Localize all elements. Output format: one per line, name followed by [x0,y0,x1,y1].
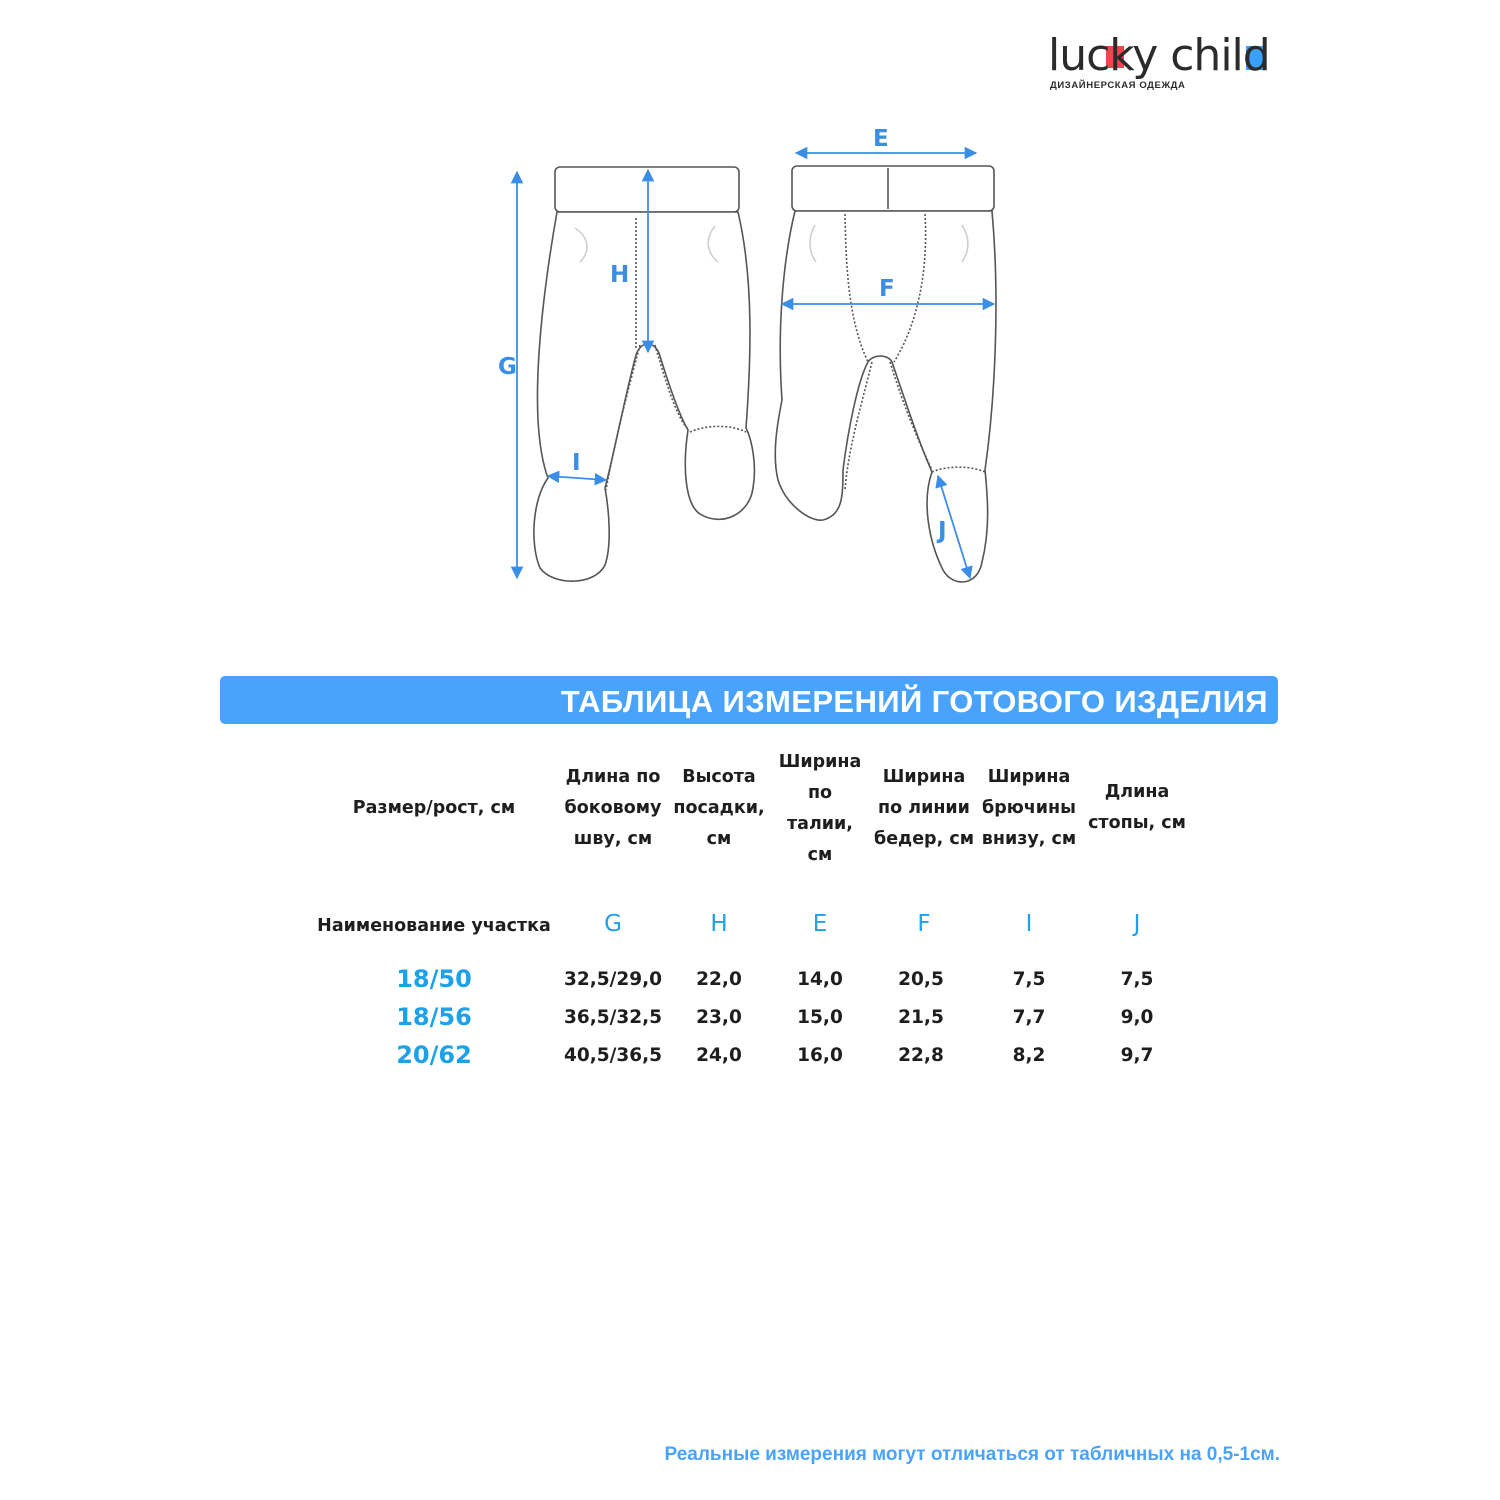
label-e: E [873,126,889,152]
label-g: G [498,354,517,380]
back-waistband [792,166,994,211]
code-j: J [1133,911,1141,937]
measurement-disclaimer: Реальные измерения могут отличаться от табличных на 0,5-1см. [664,1444,1280,1465]
header-foot-length: Длина стопы, см [1088,782,1186,833]
header-waist-width: Ширина по талии, см [778,752,862,865]
code-i: I [1025,911,1033,937]
label-f: F [879,276,895,302]
value-h: 24,0 [696,1045,742,1066]
code-f: F [917,911,931,937]
value-j: 9,0 [1120,1007,1154,1028]
value-f: 20,5 [898,969,944,990]
back-view [775,166,996,582]
value-i: 7,7 [1012,1007,1046,1028]
header-rise-height: Высота посадки, см [673,767,765,849]
value-f: 21,5 [898,1007,944,1028]
front-waistband [555,167,739,212]
logo-tagline: ДИЗАЙНЕРСКАЯ ОДЕЖДА [1050,80,1186,91]
label-j: J [938,518,947,544]
front-view [534,167,755,581]
back-outline [775,211,996,582]
brand-logo [1048,30,1288,92]
header-side-seam-length: Длина по боковому шву, см [564,767,662,849]
label-i: I [572,450,581,476]
header-size: Размер/рост, см [352,798,516,818]
value-e: 16,0 [797,1045,843,1066]
row-size: 18/50 [396,965,472,993]
value-e: 14,0 [797,969,843,990]
value-h: 23,0 [696,1007,742,1028]
value-e: 15,0 [797,1007,843,1028]
table-banner [220,676,1278,724]
value-j: 9,7 [1120,1045,1154,1066]
logo-text: lucky child [1048,30,1270,81]
front-outline [534,212,755,581]
code-row-label: Наименование участка [317,916,551,936]
header-hip-width: Ширина по линии бедер, см [873,767,975,849]
value-g: 32,5/29,0 [563,969,663,990]
header-leg-opening-width: Ширина брючины внизу, см [981,767,1077,849]
row-size: 20/62 [396,1041,472,1069]
value-i: 7,5 [1012,969,1046,990]
row-size: 18/56 [396,1003,472,1031]
value-g: 40,5/36,5 [563,1045,663,1066]
value-g: 36,5/32,5 [563,1007,663,1028]
label-h: H [610,262,630,288]
code-e: E [812,911,828,937]
value-j: 7,5 [1120,969,1154,990]
table-title: ТАБЛИЦА ИЗМЕРЕНИЙ ГОТОВОГО ИЗДЕЛИЯ [560,684,1268,719]
value-h: 22,0 [696,969,742,990]
value-i: 8,2 [1012,1045,1046,1066]
code-h: H [710,911,728,937]
garment-diagram [480,110,1040,600]
value-f: 22,8 [898,1045,944,1066]
code-g: G [604,911,622,937]
